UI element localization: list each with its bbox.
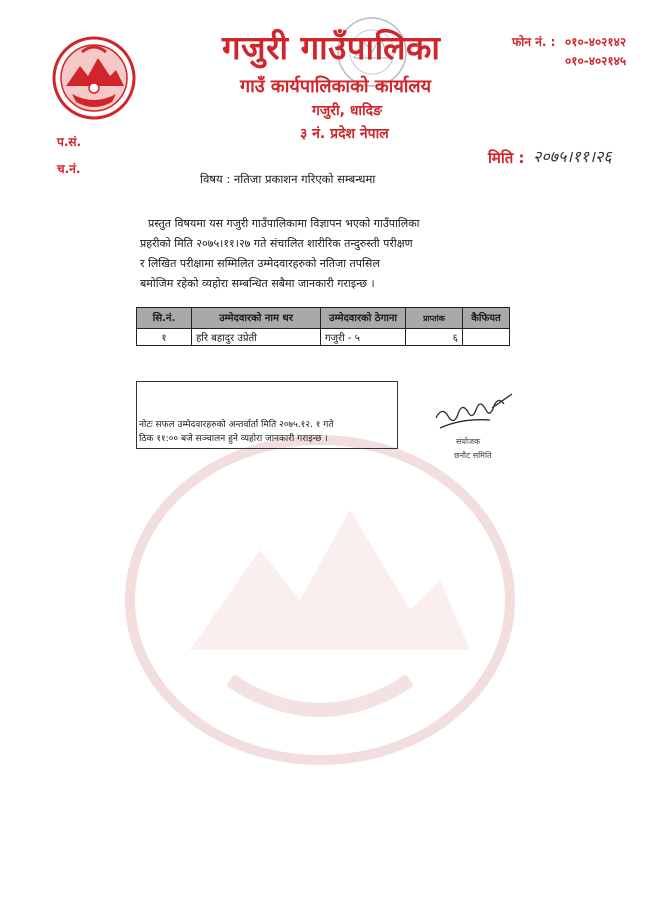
body-line: बमोजिम रहेको व्यहोरा सम्बन्धित सबैमा जानकारी गराइन्छ ।	[140, 277, 375, 290]
letter-subject: विषय : नतिजा प्रकाशन गरिएको सम्बन्धमा	[200, 172, 376, 186]
nepal-government-emblem	[52, 36, 136, 120]
province-name: ३ नं. प्रदेश नेपाल	[300, 126, 389, 142]
col-header-name: उम्मेदवारको नाम थर	[192, 308, 321, 329]
handwritten-date: २०७५।११।२६	[533, 147, 612, 166]
dispatch-number-label: च.नं.	[57, 162, 81, 176]
table-header-row	[137, 308, 510, 329]
results-table	[136, 307, 510, 346]
note-line: ठिक ११:०० बजे सञ्चालन हुने व्यहोरा जानकारी गराइन्छ ।	[139, 434, 328, 444]
phone-number-2: ०१०-४०२१४५	[565, 54, 627, 68]
col-header-marks: प्राप्तांक	[406, 308, 463, 329]
office-name: गाउँ कार्यपालिकाको कार्यालय	[240, 76, 432, 97]
signatory-title: संयोजक	[456, 437, 481, 446]
watermark-seal	[120, 430, 520, 770]
cell-name: हरि बहादुर उप्रेती	[192, 329, 321, 346]
organization-name: गजुरी गाउँपालिका	[222, 28, 441, 67]
phone-label: फोन नं. :	[512, 35, 556, 49]
table-row	[137, 329, 510, 346]
col-header-address: उम्मेदवारको ठेगाना	[321, 308, 406, 329]
col-header-serial: सि.नं.	[137, 308, 192, 329]
note-text	[139, 418, 397, 446]
office-location: गजुरी, धादिङ	[312, 103, 383, 119]
phone-number-1: ०१०-४०२१४२	[565, 35, 627, 49]
body-line: प्रस्तुत विषयमा यस गजुरी गाउँपालिकामा विज्ञापन भएको गाउँपालिका	[148, 217, 420, 230]
handwritten-signature	[432, 388, 522, 438]
cell-marks: ६	[406, 329, 463, 346]
letter-number-label: प.सं.	[57, 135, 82, 149]
note-line: नोटः सफल उम्मेदवारहरुको अन्तर्वार्ता मिति २०७५.१२. १ गते	[139, 420, 334, 430]
cell-remarks	[463, 329, 510, 346]
col-header-remarks: कैफियत	[463, 308, 510, 329]
letter-body	[140, 214, 500, 294]
body-line: र लिखित परीक्षामा सम्मिलित उम्मेदवारहरुको नतिजा तपसिल	[140, 257, 380, 270]
date-label: मिति :	[488, 149, 525, 167]
cell-address: गजुरी - ५	[321, 329, 406, 346]
cell-serial: १	[137, 329, 192, 346]
signatory-committee: छनौट समिति	[454, 451, 492, 460]
body-line: प्रहरीको मिति २०७५।११।२७ गते संचालित शारीरिक तन्दुरुस्ती परीक्षण	[140, 237, 413, 250]
